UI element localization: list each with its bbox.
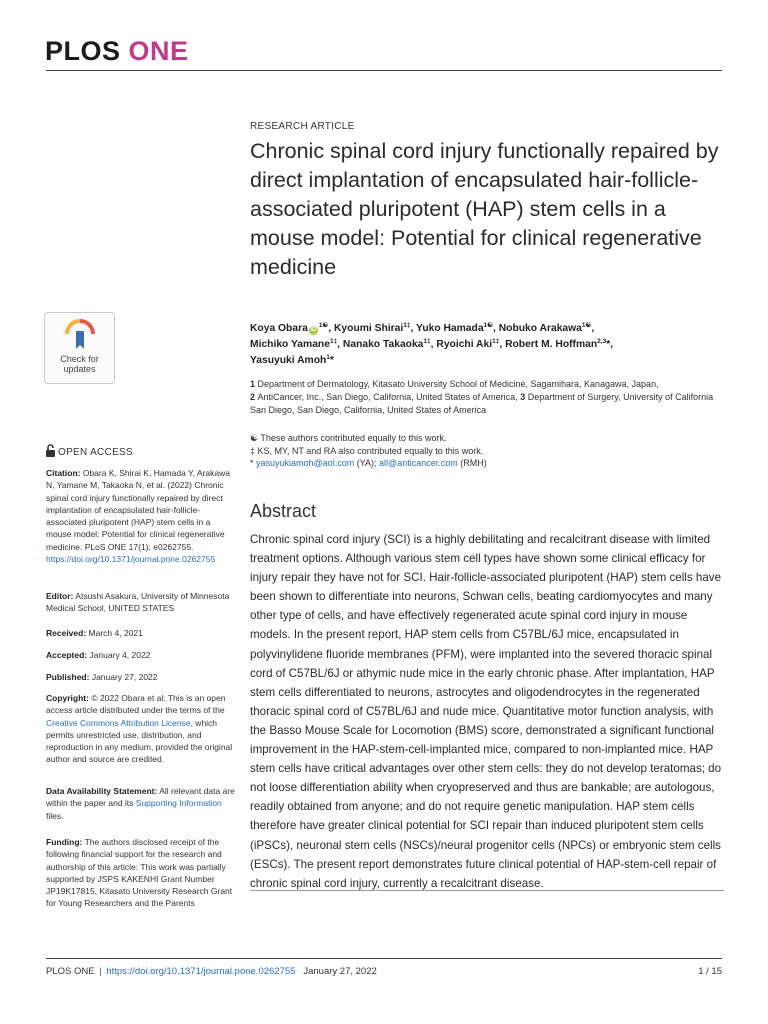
copyright-text: © 2022 Obara et al. This is an open access article distributed under the terms of the <box>46 693 226 716</box>
accepted-block <box>46 649 236 661</box>
open-access-label <box>45 444 133 458</box>
data-availability-text-end: files. <box>46 810 64 821</box>
author-name-text: Nanako Takaoka <box>342 339 424 350</box>
journal-logo[interactable] <box>45 36 189 67</box>
abstract-heading: Abstract <box>250 501 317 521</box>
author-name[interactable] <box>250 339 343 350</box>
citation-block <box>46 467 236 565</box>
abstract-body: Chronic spinal cord injury (SCI) is a highly debilitating and recalcitrant disease with limited treatment options. Although various stem cell types have shown some clinical efficacy for injury repair they have not for SCI. Hair-follicle-associated pluripotent (HAP) stem cells have been shown to differentiate into neurons, Schwan cells, beating cardiomyocytes and many other type of cells, and have effectively regenerated acute spinal cord injury in mouse models. In the present report, HAP stem cells from C57BL/6J mice, encapsulated in polyvinylidene fluoride membranes (PFM), were implanted into the severed thoracic spinal cord of C57BL/6J or athymic nude mice in the early chronic phase. After implantation, HAP stem cells differentiated to neurons, astrocytes and oligodendrocytes in the regenerated thoracic spinal cord of C57BL/6J and nude mice. Quantitative motor function analysis, with the Basso Mouse Scale for Locomotion (BMS) score, demonstrated a significant functional improvement in the HAP-stem-cell-implanted mice, compared to non-implanted mice. HAP stem cells have critical advantages over other stem cells: they do not develop teratomas; do not loose differentiation ability when cryopreserved and thus are bankable; are autologous, readily obtained from anyone; and do not require genetic manipulation. HAP stem cells therefore have greater clinical potential for SCI repair than induced pluripotent stem cells (iPSCs), neuronal stem cells (NSCs)/neural progenitor cells (NPCs) or embryonic stem cells (ESCs). The present report demonstrates future clinical potential of HAP-stem-cell repair of chronic spinal cord injury, currently a recalcitrant disease. <box>250 533 722 890</box>
supporting-information-link[interactable]: Supporting Information <box>135 798 222 809</box>
author-name-text: Yasuyuki Amoh <box>250 355 327 366</box>
email-suffix: (RMH) <box>457 458 487 468</box>
page-number: 1 / 15 <box>698 966 722 977</box>
author-affiliation-mark: 1‡ <box>423 338 431 345</box>
received-block <box>46 627 236 639</box>
author-affiliation-mark: 1☯ <box>483 322 493 329</box>
author-separator: , <box>591 323 595 334</box>
author-separator: , <box>337 339 343 350</box>
author-name-text: Nobuko Arakawa <box>498 323 582 334</box>
citation-text: Obara K, Shirai K, Hamada Y, Arakawa N, Yamane M, Takaoka N, et al. (2022) Chronic spinal cord injury functionally repaired by direct implantation of encapsulated hair-follicle-associated pluripotent (HAP) stem cells in a mouse model: Potential for clinical regenerative medicine. PLoS ONE 17(1): e0262755. <box>46 468 230 552</box>
equal-contribution-note: ☯ These authors contributed equally to this work. <box>250 433 447 443</box>
editor-block <box>46 590 236 615</box>
affiliation-num: 1 <box>250 379 256 389</box>
published-block <box>46 671 236 683</box>
affiliation-2: AntiCancer, Inc., San Diego, California, United States of America, <box>257 392 518 402</box>
editor-text: Atsushi Asakura, University of Minnesota Medical School, UNITED STATES <box>46 591 230 614</box>
copyright-text-end: , which permits unrestricted use, distribution, and reproduction in any medium, provided the original author and source are credited. <box>46 717 233 765</box>
author-separator: * <box>329 355 334 366</box>
footer-journal: PLOS ONE <box>46 966 95 977</box>
page-footer <box>46 966 377 977</box>
author-name-text: Robert M. Hoffman <box>505 339 598 350</box>
funding-block <box>46 836 236 910</box>
author-separator: , <box>493 323 499 334</box>
corresponding-mark: * <box>250 458 257 468</box>
author-affiliation-mark: 2,3 <box>597 338 607 345</box>
author-notes <box>250 432 720 470</box>
accepted-date: January 4, 2022 <box>87 650 151 660</box>
footer-separator: | <box>99 966 102 977</box>
article-type: RESEARCH ARTICLE <box>250 121 355 132</box>
editor-label: Editor: <box>46 591 74 601</box>
footer-doi-link[interactable]: https://doi.org/10.1371/journal.pone.0262755 <box>106 966 296 977</box>
logo-one: ONE <box>128 36 189 66</box>
header-divider <box>46 70 722 71</box>
author-separator: , <box>410 323 417 334</box>
affiliation-num: 3 <box>520 392 526 402</box>
open-access-text: OPEN ACCESS <box>58 447 133 458</box>
email-suffix: (YA); <box>354 458 380 468</box>
author-affiliation-mark: 1 <box>326 354 330 361</box>
author-separator: , <box>499 339 506 350</box>
logo-plos: PLOS <box>45 36 121 66</box>
data-availability-block <box>46 785 236 822</box>
author-name-text: Kyoumi Shirai <box>334 323 404 334</box>
author-name[interactable] <box>334 323 416 334</box>
badge-line-1: Check for <box>60 354 99 364</box>
license-link[interactable]: Creative Commons Attribution License <box>46 717 191 728</box>
funding-label: Funding: <box>46 837 83 847</box>
citation-doi-link[interactable]: https://doi.org/10.1371/journal.pone.0262755 <box>46 554 216 565</box>
author-affiliation-mark: 1‡ <box>403 322 411 329</box>
received-date: March 4, 2021 <box>86 628 143 638</box>
article-title: Chronic spinal cord injury functionally repaired by direct implantation of encapsulated hair-follicle-associated pluripotent (HAP) stem cells in a mouse model: Potential for clinical regenerative medicine <box>250 139 719 279</box>
also-contributed-note: ‡ KS, MY, NT and RA also contributed equally to this work. <box>250 445 484 456</box>
author-separator: , <box>430 339 437 350</box>
author-name[interactable] <box>343 339 436 350</box>
author-name-text: Koya Obara <box>250 323 308 334</box>
author-affiliation-mark: 1‡ <box>329 338 338 345</box>
author-name[interactable] <box>499 323 595 334</box>
data-availability-text: All relevant data are within the paper and its <box>46 786 235 809</box>
author-affiliation-mark: 1☯ <box>581 322 592 329</box>
footer-date: January 27, 2022 <box>303 966 377 977</box>
affiliation-3: Department of Surgery, University of California San Diego, San Diego, California, United States of America <box>250 392 714 415</box>
author-list <box>250 321 720 369</box>
abstract-divider <box>250 890 724 891</box>
author-name[interactable] <box>436 339 505 350</box>
data-availability-label: Data Availability Statement: <box>46 786 158 796</box>
author-name-text: Michiko Yamane <box>250 339 330 350</box>
copyright-label: Copyright: <box>46 693 89 703</box>
footer-divider <box>46 958 722 959</box>
copyright-block <box>46 692 236 766</box>
affiliation-num: 2 <box>250 392 256 402</box>
affiliation-1: Department of Dermatology, Kitasato University School of Medicine, Sagamihara, Kanagawa, Japan, <box>257 379 659 389</box>
published-date: January 27, 2022 <box>89 672 158 682</box>
author-separator: , <box>328 323 334 334</box>
author-affiliation-mark: 1☯ <box>318 322 329 329</box>
email-link-amoh[interactable]: yasuyukiamoh@aol.com <box>256 458 355 468</box>
check-for-updates-badge[interactable] <box>44 312 115 384</box>
affiliations <box>250 378 725 417</box>
author-separator: *, <box>606 339 614 350</box>
author-name[interactable] <box>250 355 334 366</box>
accepted-label: Accepted: <box>46 650 88 660</box>
author-name-text: Ryoichi Aki <box>436 339 493 350</box>
author-name[interactable] <box>416 323 499 334</box>
crossmark-icon <box>65 319 95 351</box>
author-name-text: Yuko Hamada <box>416 323 484 334</box>
author-affiliation-mark: 1‡ <box>492 338 500 345</box>
citation-label: Citation: <box>46 468 81 478</box>
corresponding-emails <box>250 457 720 470</box>
open-lock-icon <box>45 444 56 457</box>
badge-line-2: updates <box>63 364 96 374</box>
published-label: Published: <box>46 672 90 682</box>
author-name[interactable] <box>250 323 334 334</box>
email-link-anticancer[interactable]: all@anticancer.com <box>379 458 458 468</box>
received-label: Received: <box>46 628 87 638</box>
funding-text: The authors disclosed receipt of the following financial support for the research and authorship of this article: This work was partially supported by JSPS KAKENHI Grant Number JP19K17815, Kitasato University Research Grant for Young Researchers and the Parents <box>46 837 233 909</box>
author-name[interactable] <box>505 339 613 350</box>
orcid-icon[interactable]: iD <box>310 327 317 333</box>
